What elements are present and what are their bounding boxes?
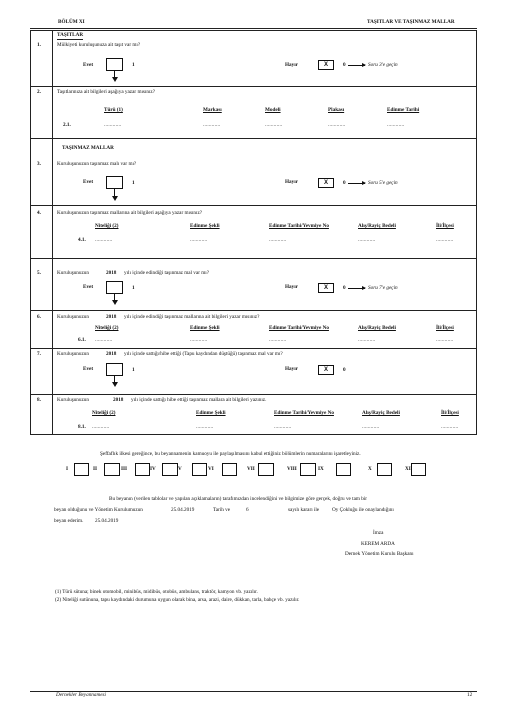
no-label: Hayır bbox=[285, 366, 298, 372]
blank-field[interactable]: ............ bbox=[358, 338, 376, 343]
section-heading-property: TAŞINMAZ MALLAR bbox=[62, 145, 114, 151]
row-separator bbox=[30, 86, 477, 87]
heading-underline bbox=[57, 39, 83, 40]
column-header: Edinme Şekli bbox=[190, 223, 220, 229]
no-checkbox[interactable]: X bbox=[318, 283, 334, 293]
blank-field[interactable]: ............ bbox=[92, 425, 110, 430]
section-checkbox[interactable] bbox=[258, 463, 274, 476]
blank-field[interactable]: ............ bbox=[274, 425, 292, 430]
declaration-line: Bu beyanın (verilen tablolar ve yapılan açıklamaların) tarafımızdan incelendiğini ve bilgimize göre gerçek, doğru ve tam bir bbox=[109, 496, 367, 502]
question-number: 6. bbox=[37, 314, 41, 320]
section-numeral: V bbox=[178, 466, 182, 472]
question-text: yılı içinde sattığı/hibe ettiği (Tapu kaydından düştüğü) taşınmaz mal var mı? bbox=[124, 351, 283, 357]
question-number: 2. bbox=[37, 89, 41, 95]
row-separator bbox=[30, 394, 477, 395]
section-title: TAŞITLAR VE TAŞINMAZ MALLAR bbox=[367, 19, 455, 25]
column-header: Edinme Tarihi/Yevmiye No bbox=[269, 223, 329, 229]
no-label: Hayır bbox=[285, 179, 298, 185]
section-checkbox[interactable] bbox=[377, 463, 392, 476]
section-numeral: IX bbox=[318, 466, 324, 472]
section-checkbox[interactable] bbox=[300, 463, 316, 476]
yes-code: 1 bbox=[132, 367, 135, 373]
row-label: 8.1. bbox=[78, 424, 86, 430]
no-checkbox[interactable]: X bbox=[318, 60, 334, 70]
question-number: 4. bbox=[37, 210, 41, 216]
question-text: Kuruluşunuzun taşınmaz malı var mı? bbox=[57, 161, 137, 167]
flow-line bbox=[114, 189, 115, 196]
yes-checkbox[interactable] bbox=[106, 281, 123, 294]
arrow-right-icon bbox=[348, 183, 365, 184]
blank-field[interactable]: ............ bbox=[362, 425, 380, 430]
down-arrow-icon bbox=[112, 196, 118, 201]
number-column-divider bbox=[52, 30, 53, 435]
question-number: 1. bbox=[37, 42, 41, 48]
no-label: Hayır bbox=[285, 62, 298, 68]
question-year: 2018 bbox=[106, 270, 117, 276]
blank-field[interactable]: ............ bbox=[203, 123, 221, 128]
arrow-right-icon bbox=[348, 65, 365, 66]
column-header: Plakası bbox=[328, 107, 345, 113]
section-label: BÖLÜM XI bbox=[58, 19, 85, 25]
transparency-instruction: Şeffaflık ilkesi gereğince, bu beyannamenin kamuoyu ile paylaşılmasını kabul ettiğiniz bölümlerin numaralarını işaretleyiniz. bbox=[100, 451, 361, 457]
column-header: Alış/Rayiç Bedeli bbox=[358, 223, 396, 229]
column-header: Edinme Tarihi bbox=[387, 107, 420, 113]
section-checkbox[interactable] bbox=[222, 463, 237, 476]
row-separator bbox=[30, 348, 477, 349]
blank-field[interactable]: ............ bbox=[387, 123, 405, 128]
question-year: 2018 bbox=[106, 314, 117, 320]
column-header: Niteliği (2) bbox=[95, 223, 119, 229]
column-header: Markası bbox=[203, 107, 222, 113]
declaration-line: beyan ederim. bbox=[54, 518, 84, 524]
question-text: yılı içinde edindiği taşınmaz mal var mı? bbox=[124, 270, 209, 276]
section-numeral: VIII bbox=[287, 466, 297, 472]
question-year: 2018 bbox=[106, 351, 117, 357]
column-header: İli/İlçesi bbox=[436, 325, 454, 331]
question-text: yılı içinde sattığı hibe ettiği taşınmaz mallara ait bilgileri yazınız. bbox=[131, 397, 267, 403]
section-numeral: VII bbox=[247, 466, 255, 472]
down-arrow-icon bbox=[112, 77, 118, 82]
yes-checkbox[interactable] bbox=[106, 363, 123, 376]
yes-checkbox[interactable] bbox=[106, 58, 123, 71]
declaration-line: sayılı kararı ile bbox=[288, 507, 320, 513]
column-header: Edinme Tarihi/Yevmiye No bbox=[269, 325, 329, 331]
blank-field[interactable]: ............ bbox=[441, 425, 459, 430]
section-heading-vehicles: TAŞITLAR bbox=[57, 32, 84, 38]
question-number: 8. bbox=[37, 397, 41, 403]
row-separator bbox=[30, 138, 477, 139]
footnote: (1) Türü sütuna; binek otomobil, minibüs, midibüs, otobüs, ambulans, traktör, kamyon vb. yazılır. bbox=[55, 589, 258, 595]
section-checkbox[interactable] bbox=[104, 463, 120, 476]
arrow-right-icon bbox=[348, 288, 365, 289]
no-checkbox[interactable]: X bbox=[318, 365, 334, 375]
yes-code: 1 bbox=[132, 62, 135, 68]
signer-name: KEREM ARDA bbox=[361, 541, 395, 547]
section-numeral: I bbox=[66, 466, 69, 472]
question-text: Taşıtlarınıza ait bilgileri aşağıya yazar mısınız? bbox=[57, 89, 156, 95]
blank-field[interactable]: ............ bbox=[436, 338, 454, 343]
blank-field[interactable]: ............ bbox=[328, 123, 346, 128]
page-number: 12 bbox=[467, 692, 473, 698]
row-label: 6.1. bbox=[78, 337, 86, 343]
yes-code: 1 bbox=[132, 180, 135, 186]
question-text: Kuruluşunuzun taşınmaz mallarına ait bilgileri aşağıya yazar mısınız? bbox=[57, 210, 203, 216]
no-code: 0 bbox=[343, 62, 346, 68]
skip-instruction: Soru 5'e geçin bbox=[368, 180, 398, 186]
blank-field[interactable]: ............ bbox=[95, 338, 113, 343]
blank-field[interactable]: ............ bbox=[269, 338, 287, 343]
column-header: Alış/Rayiç Bedeli bbox=[362, 410, 400, 416]
question-prefix: Kuruluşunuzun bbox=[57, 314, 89, 320]
header-rule bbox=[30, 28, 477, 29]
section-checkbox[interactable] bbox=[74, 463, 89, 476]
yes-code: 1 bbox=[132, 285, 135, 291]
no-code: 0 bbox=[343, 367, 346, 373]
signer-title: Dernek Yönetim Kurulu Başkanı bbox=[345, 551, 414, 557]
no-checkbox[interactable]: X bbox=[318, 178, 334, 188]
section-numeral: XI bbox=[405, 466, 411, 472]
column-header: Alış/Rayiç Bedeli bbox=[358, 325, 396, 331]
column-header: Edinme Şekli bbox=[190, 325, 220, 331]
question-number: 3. bbox=[37, 161, 41, 167]
question-prefix: Kuruluşunuzun bbox=[57, 270, 89, 276]
column-header: Niteliği (2) bbox=[92, 410, 116, 416]
question-prefix: Kuruluşunuzun bbox=[57, 397, 89, 403]
yes-label: Evet bbox=[83, 62, 94, 68]
no-label: Hayır bbox=[285, 284, 298, 290]
column-header: Edinme Şekli bbox=[196, 410, 226, 416]
skip-instruction: Soru 3'e geçin bbox=[368, 62, 398, 68]
blank-field[interactable]: ............ bbox=[358, 238, 376, 243]
row-separator bbox=[30, 205, 477, 206]
blank-field[interactable]: ............ bbox=[269, 238, 287, 243]
blank-field[interactable]: ............ bbox=[190, 238, 208, 243]
section-numeral: IV bbox=[150, 466, 156, 472]
yes-checkbox[interactable] bbox=[106, 176, 123, 189]
column-header: Edinme Tarihi/Yevmiye No bbox=[274, 410, 334, 416]
question-prefix: Kuruluşunuzun bbox=[57, 351, 89, 357]
column-header: Türü (1) bbox=[104, 107, 123, 113]
section-numeral: III bbox=[121, 466, 128, 472]
footnote: (2) Niteliği sutünuna, tapu kaydındaki durumuna uygun olarak bina, arsa, arazi, daire, dükkan, tarla, bahçe vb. yazılır. bbox=[55, 597, 300, 603]
section-checkbox[interactable] bbox=[162, 463, 178, 476]
blank-field[interactable]: ............ bbox=[95, 238, 113, 243]
yes-label: Evet bbox=[83, 179, 94, 185]
section-checkbox[interactable] bbox=[192, 463, 207, 476]
blank-field[interactable]: ............ bbox=[196, 425, 214, 430]
decision-date: 25.04.2019 bbox=[171, 507, 195, 513]
column-header: İli/İlçesi bbox=[436, 223, 454, 229]
blank-field[interactable]: ............ bbox=[265, 123, 283, 128]
section-numeral: VI bbox=[208, 466, 214, 472]
down-arrow-icon bbox=[112, 382, 118, 387]
row-label: 2.1. bbox=[63, 122, 71, 128]
section-numeral: X bbox=[368, 466, 372, 472]
column-header: Modeli bbox=[265, 107, 281, 113]
column-header: İli/İlçesi bbox=[441, 410, 459, 416]
question-number: 7. bbox=[37, 351, 41, 357]
question-year: 2018 bbox=[113, 397, 124, 403]
question-number: 5. bbox=[37, 270, 41, 276]
question-text: Mülkiyeti kuruluşunuza ait taşıt var mı? bbox=[57, 42, 141, 48]
yes-label: Evet bbox=[83, 366, 94, 372]
row-separator bbox=[30, 258, 477, 259]
section-checkbox[interactable] bbox=[411, 463, 426, 476]
declaration-line: Tarih ve bbox=[213, 507, 231, 513]
decision-result: Oy Çokluğu ile onaylandığını bbox=[332, 507, 394, 513]
yes-label: Evet bbox=[83, 284, 94, 290]
blank-field[interactable]: ............ bbox=[436, 238, 454, 243]
question-text: yılı içinde edindiği taşınmaz mallarına ait bilgileri yazar mısınız? bbox=[124, 314, 260, 320]
signature-label: İmza bbox=[373, 530, 384, 536]
no-code: 0 bbox=[343, 180, 346, 186]
section-checkbox[interactable] bbox=[135, 463, 150, 476]
decision-number: 6 bbox=[246, 507, 249, 513]
column-header: Niteliği (2) bbox=[95, 325, 119, 331]
blank-field[interactable]: ............ bbox=[190, 338, 208, 343]
row-separator bbox=[30, 310, 477, 311]
section-checkbox[interactable] bbox=[336, 463, 351, 476]
down-arrow-icon bbox=[112, 300, 118, 305]
row-label: 4.1. bbox=[78, 237, 86, 243]
section-numeral: II bbox=[93, 466, 98, 472]
no-code: 0 bbox=[343, 285, 346, 291]
skip-instruction: Soru 7'e geçin bbox=[368, 285, 398, 291]
declaration-date: 25.04.2019 bbox=[95, 518, 119, 524]
declaration-line: beyan olduğunu ve Yönetim Kurulumuzun bbox=[54, 507, 143, 513]
blank-field[interactable]: ............ bbox=[104, 123, 122, 128]
footer-title: Dernekler Beyannamesi bbox=[56, 692, 106, 698]
